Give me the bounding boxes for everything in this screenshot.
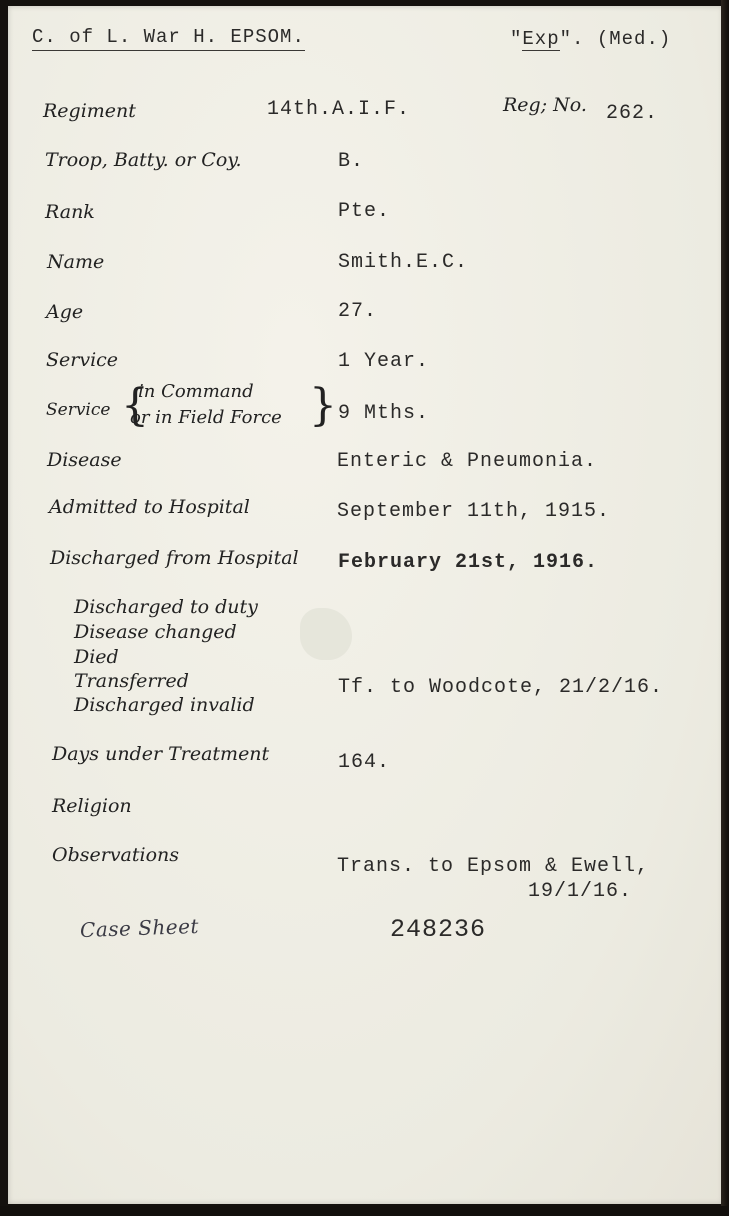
value-transferred: Tf. to Woodcote, 21/2/16.	[338, 676, 664, 699]
label-troop: Troop, Batty. or Coy.	[45, 149, 242, 171]
label-disease-changed: Disease changed	[74, 621, 237, 643]
label-name: Name	[47, 251, 105, 273]
scan-edge-right	[721, 0, 729, 1216]
value-troop: B.	[338, 150, 365, 173]
value-regiment: 14th.A.I.F.	[267, 98, 411, 121]
label-transferred: Transferred	[74, 670, 189, 692]
label-rank: Rank	[45, 201, 95, 223]
label-in-command: in Command	[138, 381, 254, 402]
label-field-force: or in Field Force	[130, 407, 282, 428]
value-age: 27.	[338, 300, 378, 323]
label-discharged-duty: Discharged to duty	[74, 596, 258, 618]
value-discharged: February 21st, 1916.	[338, 551, 599, 574]
brace-right: }	[309, 380, 337, 431]
label-service-2: Service	[46, 400, 111, 420]
label-disease: Disease	[47, 449, 122, 471]
label-religion: Religion	[52, 795, 132, 817]
handwritten-case-sheet: Case Sheet	[79, 913, 200, 943]
value-rank: Pte.	[338, 200, 391, 223]
header-med: ". (Med.)	[559, 28, 672, 50]
label-regiment: Regiment	[43, 100, 136, 122]
label-died: Died	[74, 646, 119, 668]
label-days: Days under Treatment	[52, 743, 270, 765]
label-age: Age	[46, 301, 84, 323]
label-service: Service	[46, 349, 119, 371]
record-card	[8, 6, 723, 1204]
header-exp: Exp	[522, 28, 560, 50]
label-discharged-invalid: Discharged invalid	[74, 694, 255, 716]
value-disease: Enteric & Pneumonia.	[337, 450, 598, 473]
label-admitted: Admitted to Hospital	[49, 496, 250, 518]
value-case-number: 248236	[390, 915, 487, 944]
faint-mark	[300, 608, 352, 660]
value-admitted: September 11th, 1915.	[337, 500, 611, 523]
scan-edge-bottom	[0, 1206, 729, 1216]
value-days: 164.	[338, 751, 391, 774]
value-reg-no: 262.	[606, 102, 659, 125]
value-service-field: 9 Mths.	[338, 402, 430, 425]
label-discharged: Discharged from Hospital	[50, 547, 299, 569]
header-quote-open: "	[510, 28, 523, 50]
brace-left: {	[121, 380, 149, 431]
label-observations: Observations	[52, 844, 180, 866]
value-observations-2: 19/1/16.	[528, 880, 633, 903]
label-reg-no: Reg; No.	[503, 94, 587, 116]
value-service: 1 Year.	[338, 350, 430, 373]
header-classification	[510, 28, 671, 50]
header-hospital: C. of L. War H. EPSOM.	[32, 26, 305, 51]
value-name: Smith.E.C.	[338, 251, 469, 274]
value-observations-1: Trans. to Epsom & Ewell,	[337, 855, 650, 878]
